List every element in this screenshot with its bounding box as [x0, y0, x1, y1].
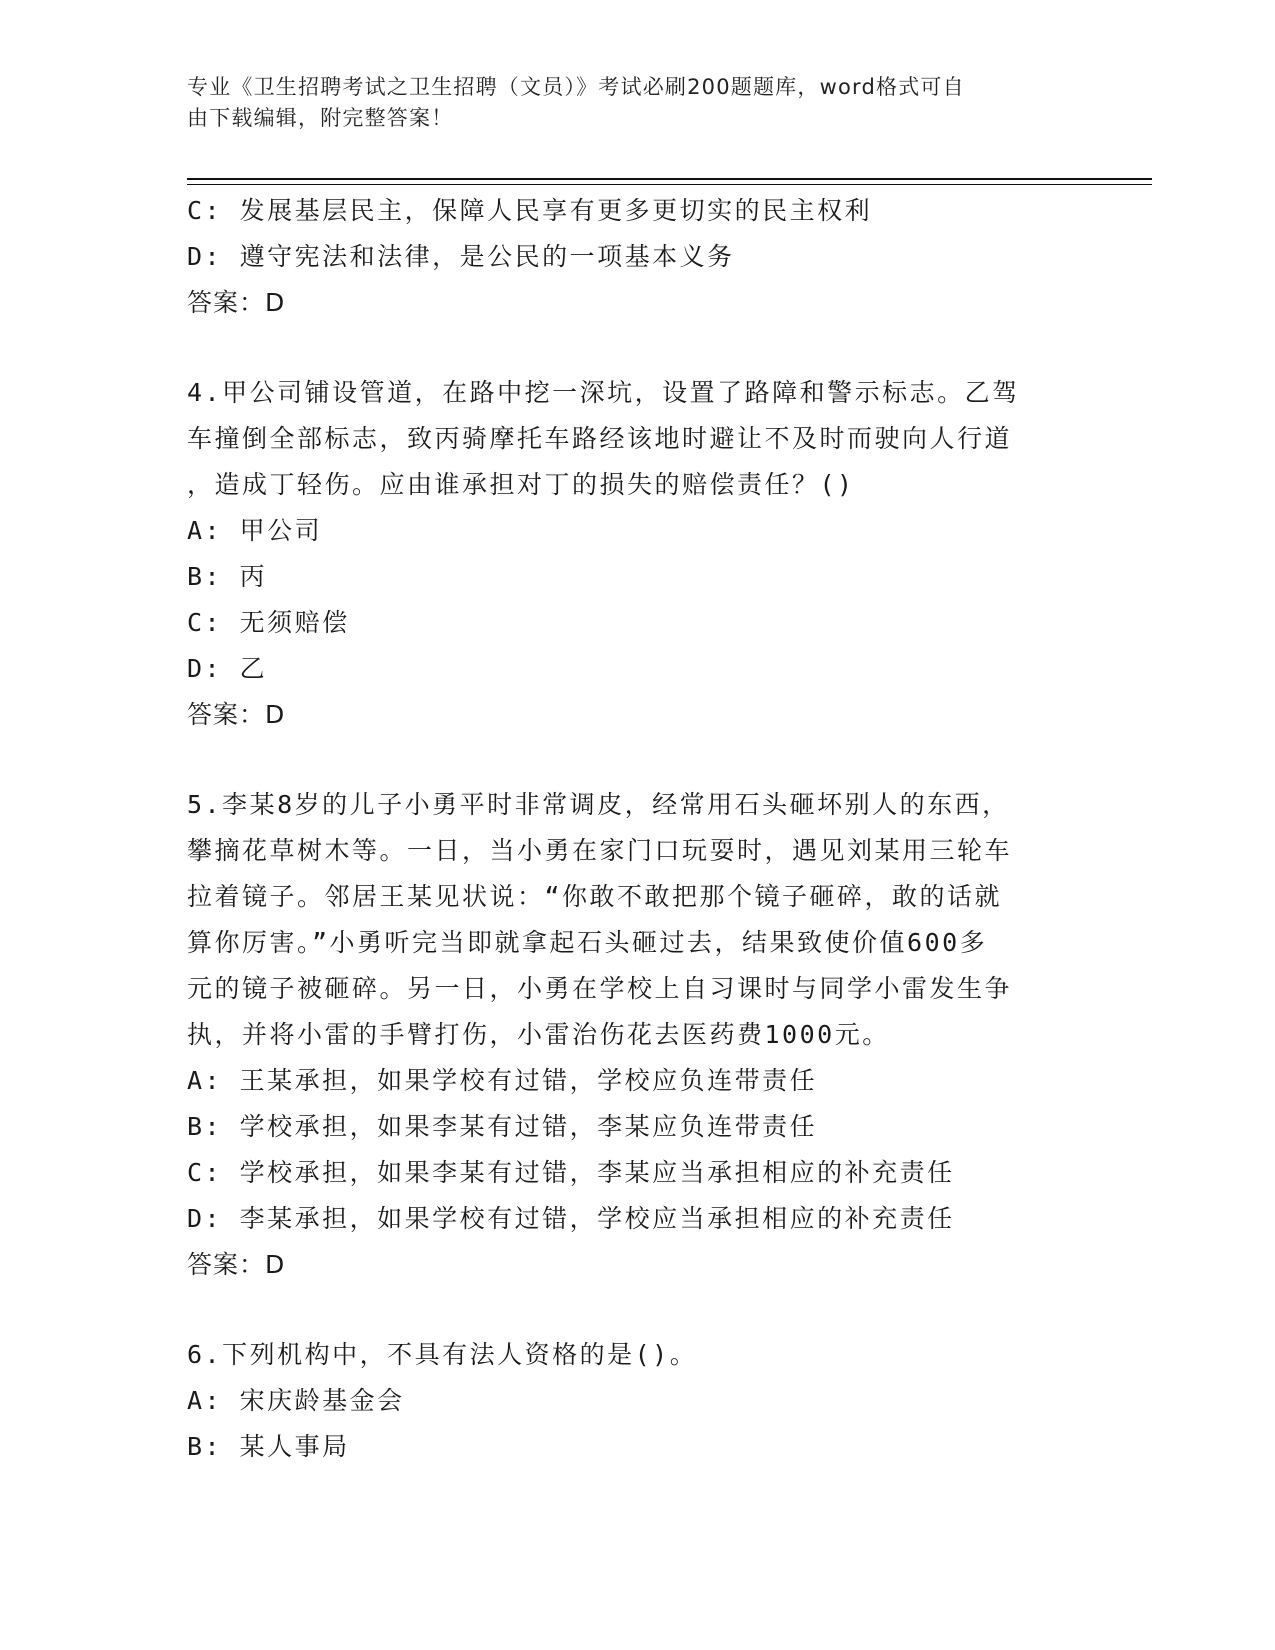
answer: 答案：D: [187, 700, 286, 729]
question-5: [187, 782, 1067, 1288]
option-c: C: 发展基层民主，保障人民享有更多更切实的民主权利: [187, 196, 873, 225]
option-d: D: 李某承担，如果学校有过错，学校应当承担相应的补充责任: [187, 1204, 955, 1233]
question-6: [187, 1332, 1067, 1470]
answer: 答案：D: [187, 1250, 286, 1279]
option-a: A: 宋庆龄基金会: [187, 1386, 405, 1415]
option-a: A: 甲公司: [187, 516, 323, 545]
option-b: B: 丙: [187, 562, 268, 591]
option-c: C: 学校承担，如果李某有过错，李某应当承担相应的补充责任: [187, 1158, 955, 1187]
option-b: B: 某人事局: [187, 1432, 350, 1461]
question-stem-line: 攀摘花草树木等。一日，当小勇在家门口玩耍时，遇见刘某用三轮车: [187, 836, 1013, 865]
header-line-2: 由下载编辑，附完整答案！: [187, 106, 454, 130]
header-line-1: 专业《卫生招聘考试之卫生招聘（文员）》考试必刷200题题库，word格式可自: [187, 75, 965, 99]
header-rule-thick: [187, 178, 1152, 180]
question-stem-line: 拉着镜子。邻居王某见状说：“你敢不敢把那个镜子砸碎，敢的话就: [187, 882, 1003, 911]
question-list: [187, 188, 1067, 1470]
question-stem-line: 算你厉害。”小勇听完当即就拿起石头砸过去，结果致使价值600多: [187, 928, 988, 957]
option-d: D: 乙: [187, 654, 268, 683]
option-d: D: 遵守宪法和法律，是公民的一项基本义务: [187, 242, 735, 271]
question-stem-line: 元的镜子被砸碎。另一日，小勇在学校上自习课时与同学小雷发生争: [187, 974, 1013, 1003]
document-header: [187, 72, 1067, 134]
question-stem-line: 执，并将小雷的手臂打伤，小雷治伤花去医药费1000元。: [187, 1020, 890, 1049]
question-stem-line: ，造成丁轻伤。应由谁承担对丁的损失的赔偿责任？(): [187, 470, 855, 499]
question-stem-line: 车撞倒全部标志，致丙骑摩托车路经该地时避让不及时而驶向人行道: [187, 424, 1013, 453]
question-4: [187, 370, 1067, 738]
question-3: [187, 188, 1067, 326]
question-stem-line: 4.甲公司铺设管道，在路中挖一深坑，设置了路障和警示标志。乙驾: [187, 378, 1020, 407]
question-stem-line: 5.李某8岁的儿子小勇平时非常调皮，经常用石头砸坏别人的东西，: [187, 790, 1010, 819]
question-stem-line: 6.下列机构中，不具有法人资格的是()。: [187, 1340, 698, 1369]
header-rule-thin: [187, 184, 1152, 185]
option-b: B: 学校承担，如果李某有过错，李某应负连带责任: [187, 1112, 818, 1141]
option-c: C: 无须赔偿: [187, 608, 350, 637]
answer: 答案：D: [187, 288, 286, 317]
option-a: A: 王某承担，如果学校有过错，学校应负连带责任: [187, 1066, 818, 1095]
